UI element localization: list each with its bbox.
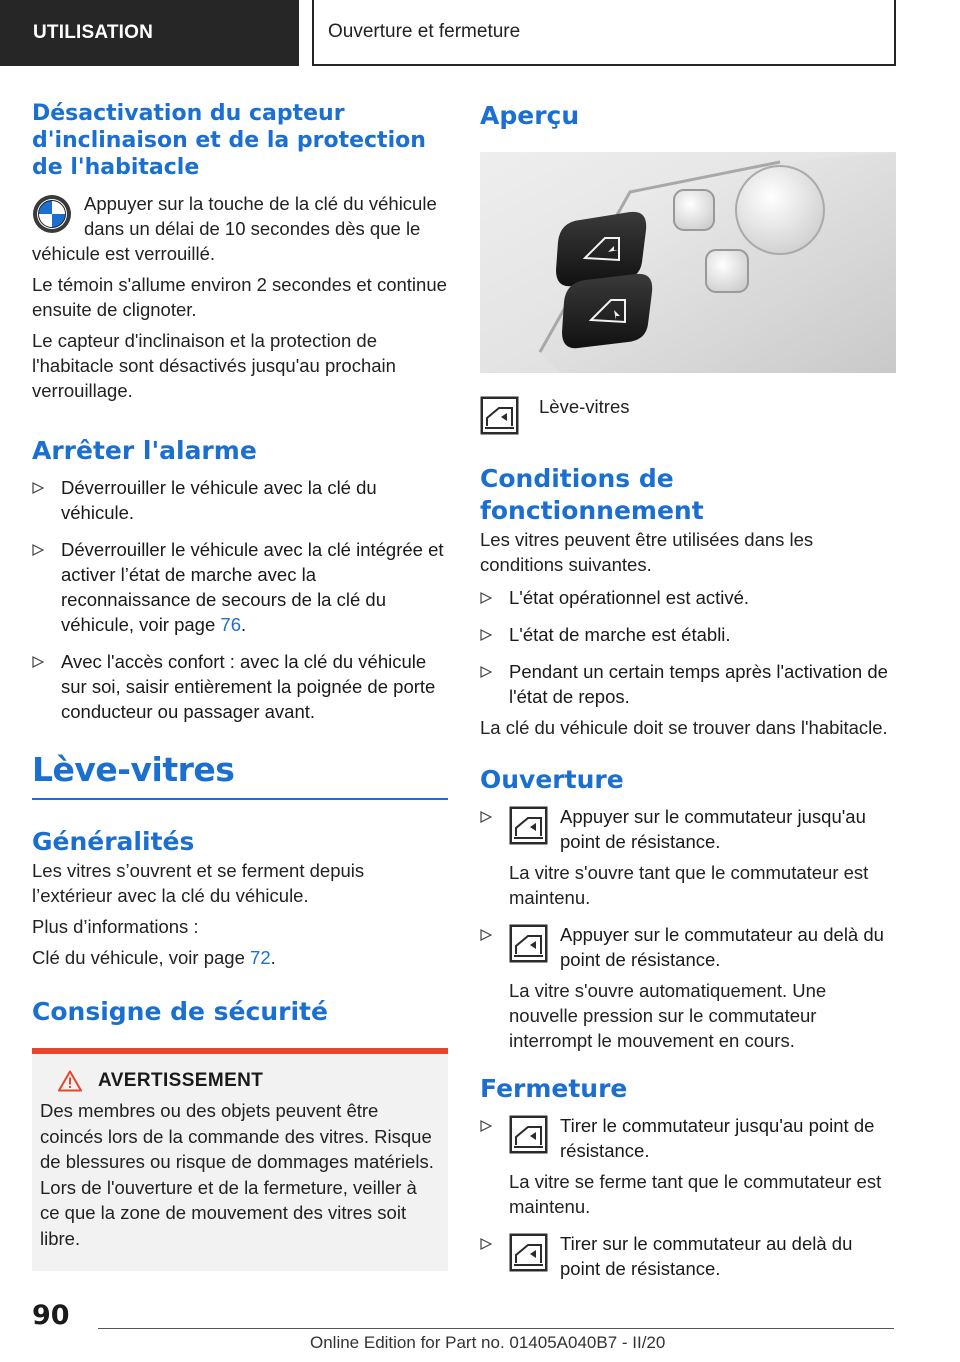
- conditions-heading: Conditions de fonctionnement: [480, 464, 704, 525]
- list-item: L'état opérationnel est activé.: [480, 585, 896, 610]
- photo-caption: [480, 396, 896, 435]
- arrow-bullet-icon: [480, 622, 494, 647]
- arrow-bullet-icon: [480, 804, 494, 829]
- deactivation-text-3: Le capteur d'inclinaison et la protection de l'habitacle sont désactivés jusqu'au prochain verrouillage.: [32, 330, 396, 401]
- warning-triangle-icon: [58, 1070, 82, 1092]
- arrow-bullet-icon: [32, 537, 46, 562]
- page-number: 90: [32, 1300, 70, 1331]
- warning-title: AVERTISSEMENT: [40, 1070, 438, 1092]
- arrow-bullet-icon: [32, 475, 46, 500]
- general-text-3: Clé du véhicule, voir page 72.: [32, 947, 276, 968]
- list-item: Appuyer sur le commutateur au delà du point de résistance. La vitre s'ouvre automatiquement. Une nouvelle pression sur le commutateur interrompt le mouvement en cours.: [480, 922, 896, 1053]
- list-item: Avec l'accès confort : avec la clé du véhicule sur soi, saisir entièrement la poignée de porte conducteur ou passager avant.: [32, 649, 448, 724]
- list-item: Déverrouiller le véhicule avec la clé intégrée et activer l’état de marche avec la reconnaissance de secours de la clé du véhicule, voir page 76.: [32, 537, 448, 637]
- conditions-list: [480, 585, 896, 709]
- arrow-bullet-icon: [480, 1113, 494, 1138]
- power-window-icon: [480, 396, 519, 435]
- deactivation-instruction: [32, 191, 448, 266]
- page-link-76[interactable]: 76: [220, 614, 241, 635]
- caption-text: Lève-vitres: [539, 396, 630, 417]
- section-tab: UTILISATION: [0, 0, 299, 66]
- arrow-bullet-icon: [480, 585, 494, 610]
- bmw-key-button-icon: [32, 194, 72, 234]
- conditions-note: La clé du véhicule doit se trouver dans l'habitacle.: [480, 717, 888, 738]
- list-item: Tirer le commutateur jusqu'au point de résistance. La vitre se ferme tant que le commutateur est maintenu.: [480, 1113, 896, 1219]
- conditions-intro: Les vitres peuvent être utilisées dans les conditions suivantes.: [480, 529, 814, 575]
- heading-rule: [32, 798, 448, 800]
- left-column: [32, 100, 448, 1271]
- warning-box: [32, 1048, 448, 1271]
- warning-text: Des membres ou des objets peuvent être coincés lors de la commande des vitres. Risque de blessures ou risque de dommages matériels. Lors de l'ouverture et de la fermeture, veiller à ce que la zone de mouvement des vitres soit libre.: [40, 1100, 434, 1249]
- safety-heading: Consigne de sécurité: [32, 997, 328, 1026]
- arrow-bullet-icon: [32, 649, 46, 674]
- general-text-2: Plus d’informations :: [32, 916, 199, 937]
- opening-heading: Ouverture: [480, 765, 624, 794]
- power-window-icon: [509, 1115, 548, 1154]
- deactivation-text-2: Le témoin s'allume environ 2 secondes et continue ensuite de clignoter.: [32, 274, 447, 320]
- list-item: Tirer sur le commutateur au delà du point de résistance.: [480, 1231, 896, 1281]
- deactivation-heading: Désactivation du capteur d'inclinaison et de la protection de l'habitacle: [32, 101, 426, 180]
- closing-list: [480, 1113, 896, 1281]
- list-item: Appuyer sur le commutateur jusqu'au point de résistance. La vitre s'ouvre tant que le commutateur est maintenu.: [480, 804, 896, 910]
- list-item-subtext: La vitre s'ouvre automatiquement. Une nouvelle pression sur le commutateur interrompt le mouvement en cours.: [509, 980, 827, 1051]
- list-item: L'état de marche est établi.: [480, 622, 896, 647]
- list-item-subtext: La vitre s'ouvre tant que le commutateur est maintenu.: [509, 862, 869, 908]
- arrow-bullet-icon: [480, 922, 494, 947]
- overview-heading: Aperçu: [480, 101, 580, 130]
- page-link-72[interactable]: 72: [250, 947, 271, 968]
- arrow-bullet-icon: [480, 1231, 494, 1256]
- page-header: [0, 0, 960, 66]
- list-item-subtext: La vitre se ferme tant que le commutateur est maintenu.: [509, 1171, 882, 1217]
- arrow-bullet-icon: [480, 659, 494, 684]
- power-window-icon: [509, 806, 548, 845]
- alarm-heading: Arrêter l'alarme: [32, 436, 257, 465]
- list-item: Pendant un certain temps après l'activation de l'état de repos.: [480, 659, 896, 709]
- general-text-1: Les vitres s’ouvrent et se ferment depuis l’extérieur avec la clé du véhicule.: [32, 860, 365, 906]
- main-heading: Lève-vitres: [32, 750, 235, 789]
- deactivation-text-1: Appuyer sur la touche de la clé du véhicule dans un délai de 10 secondes dès que le véhicule est verrouillé.: [32, 193, 437, 264]
- list-item: Déverrouiller le véhicule avec la clé du véhicule.: [32, 475, 448, 525]
- edition-text: Online Edition for Part no. 01405A040B7 - II/20: [310, 1333, 666, 1352]
- right-column: [480, 100, 896, 1293]
- footer-rule: [98, 1328, 894, 1329]
- closing-heading: Fermeture: [480, 1074, 628, 1103]
- power-window-icon: [509, 1233, 548, 1272]
- window-switch-photo: [480, 152, 896, 373]
- opening-list: [480, 804, 896, 1053]
- chapter-title: Ouverture et fermeture: [312, 0, 896, 66]
- power-window-icon: [509, 924, 548, 963]
- general-heading: Généralités: [32, 827, 195, 856]
- alarm-list: [32, 475, 448, 724]
